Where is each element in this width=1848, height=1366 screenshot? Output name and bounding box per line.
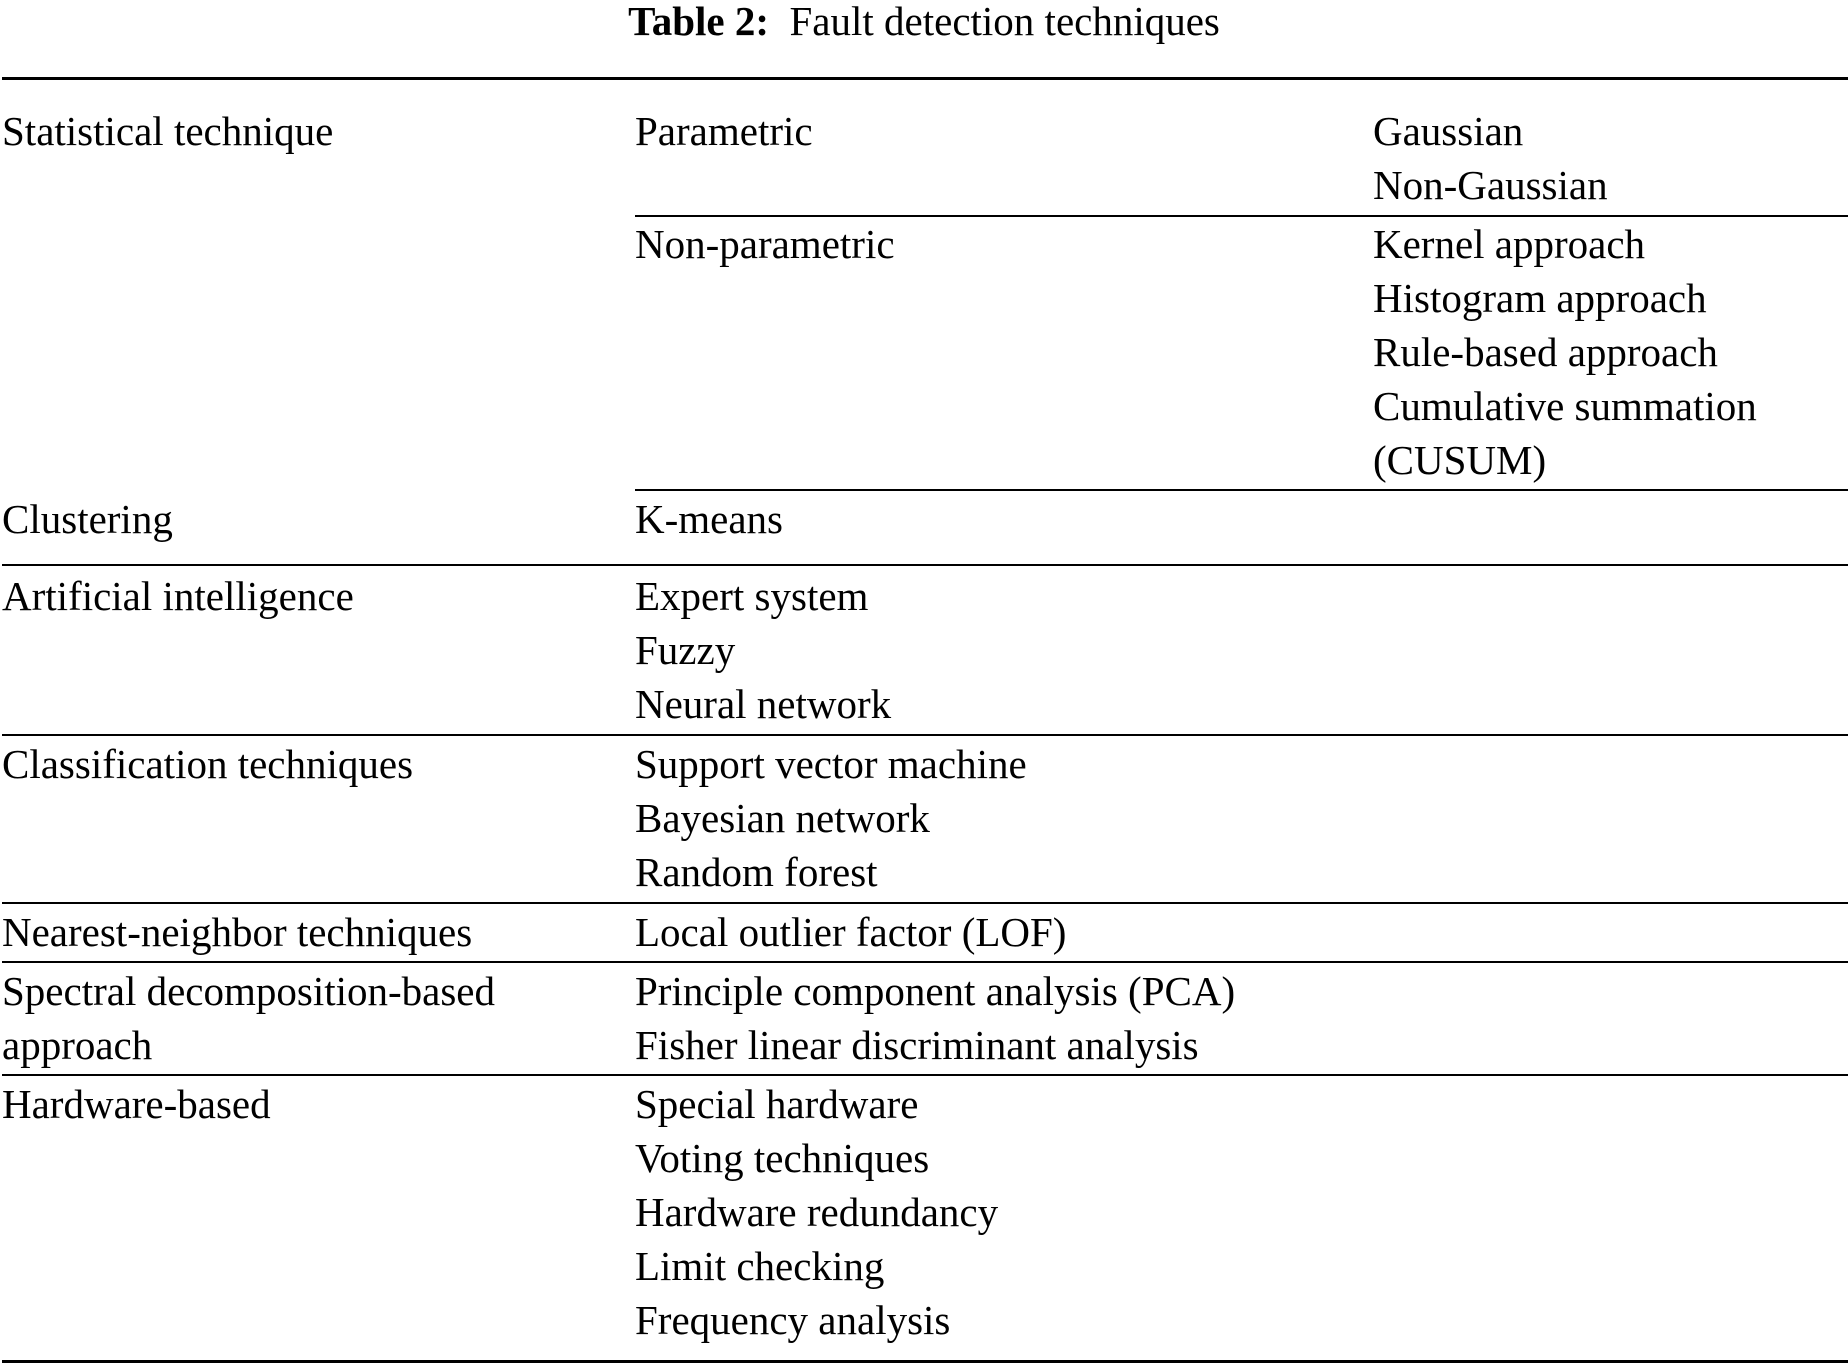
category-label: Classification techniques <box>2 741 414 787</box>
row-divider <box>2 734 1848 736</box>
method-item: Rule-based approach <box>1373 329 1718 375</box>
table-title: Fault detection techniques <box>789 0 1220 44</box>
method-item: Random forest <box>635 849 878 895</box>
methods-cell <box>1373 217 1757 487</box>
method-item: Support vector machine <box>635 741 1027 787</box>
method-item: Non-Gaussian <box>1373 162 1608 208</box>
category-cell <box>2 1077 271 1131</box>
top-rule <box>2 77 1848 80</box>
subgroup-cell <box>635 217 895 271</box>
category-label: Artificial intelligence <box>2 573 354 619</box>
method-item: Fuzzy <box>635 627 736 673</box>
method-item: Histogram approach <box>1373 275 1707 321</box>
row-divider <box>2 564 1848 566</box>
bottom-rule <box>2 1360 1848 1363</box>
method-item: Bayesian network <box>635 795 930 841</box>
category-cell <box>2 737 413 791</box>
method-item: Gaussian <box>1373 108 1524 154</box>
category-label: Spectral decomposition-based <box>2 968 496 1014</box>
category-label: Statistical technique <box>2 108 334 154</box>
methods-cell <box>635 492 783 546</box>
method-item: Kernel approach <box>1373 221 1646 267</box>
method-item: Hardware redundancy <box>635 1189 999 1235</box>
method-item: Fisher linear discriminant analysis <box>635 1022 1199 1068</box>
methods-cell <box>635 964 1235 1072</box>
method-item: Cumulative summation <box>1373 383 1757 429</box>
row-divider <box>2 902 1848 904</box>
methods-cell <box>635 737 1027 899</box>
category-cell <box>2 104 333 158</box>
method-item: Limit checking <box>635 1243 885 1289</box>
clustering-divider <box>635 489 1848 491</box>
method-item: Local outlier factor (LOF) <box>635 909 1067 955</box>
methods-cell <box>635 1077 998 1347</box>
table-caption <box>0 0 1848 48</box>
method-item: Neural network <box>635 681 892 727</box>
category-label: Nearest-neighbor techniques <box>2 909 473 955</box>
method-item: Expert system <box>635 573 869 619</box>
method-item: Principle component analysis (PCA) <box>635 968 1236 1014</box>
methods-cell <box>635 569 891 731</box>
category-label: Clustering <box>2 496 173 542</box>
subgroup-label: Parametric <box>635 108 813 154</box>
table-label: Table 2: <box>628 0 769 44</box>
category-cell <box>2 569 354 623</box>
method-item: Special hardware <box>635 1081 919 1127</box>
method-item: Voting techniques <box>635 1135 930 1181</box>
category-cell <box>2 492 173 546</box>
category-cell <box>2 905 472 959</box>
row-divider <box>2 961 1848 963</box>
category-label: Hardware-based <box>2 1081 271 1127</box>
category-label: approach <box>2 1022 153 1068</box>
method-item: K-means <box>635 496 784 542</box>
methods-cell <box>1373 104 1608 212</box>
subgroup-label: Non-parametric <box>635 221 895 267</box>
method-item: Frequency analysis <box>635 1297 951 1343</box>
row-divider <box>2 1074 1848 1076</box>
method-item: (CUSUM) <box>1373 437 1547 483</box>
category-cell <box>2 964 495 1072</box>
methods-cell <box>635 905 1066 959</box>
subgroup-cell <box>635 104 813 158</box>
